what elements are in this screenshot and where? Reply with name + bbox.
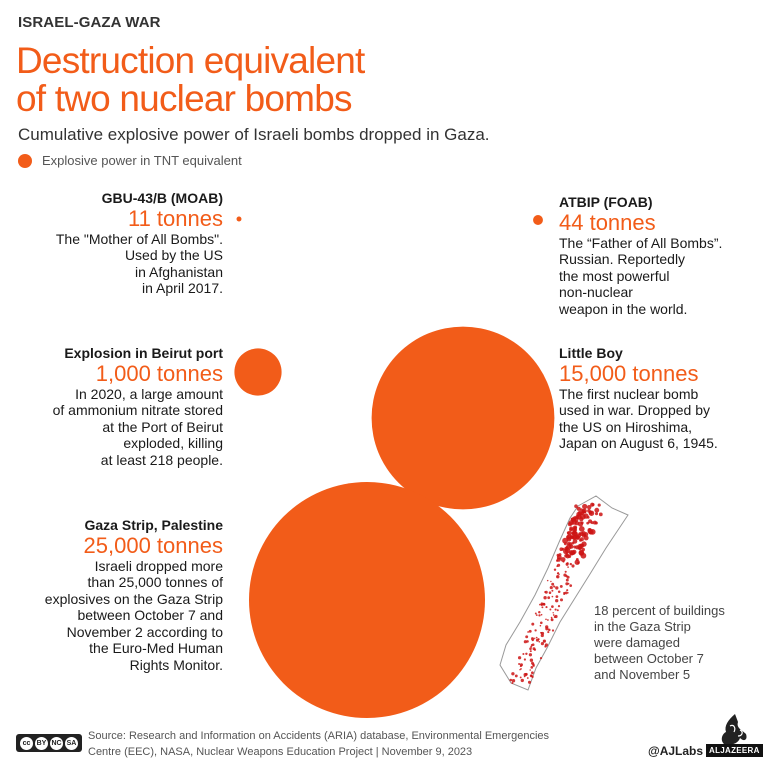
damage-dot: [551, 618, 552, 619]
label-foab-name: ATBIP (FOAB): [559, 194, 653, 210]
damage-dot: [551, 583, 554, 586]
label-foab-desc: The “Father of All Bombs”. Russian. Reportedly the most powerful non-nuclear weapon in the world.: [559, 234, 723, 317]
bubble-group: [234, 215, 554, 718]
damage-dot: [579, 539, 582, 542]
damage-dot: [563, 592, 565, 594]
damage-dot: [547, 619, 549, 621]
damage-dot: [532, 643, 535, 646]
damage-dot: [563, 549, 569, 555]
damage-dot: [588, 519, 592, 523]
label-beirut: [53, 345, 223, 468]
damage-dot: [536, 639, 539, 642]
damage-dot: [533, 665, 535, 667]
damage-dot: [595, 512, 598, 515]
title-line-1: Destruction equivalent: [16, 40, 365, 81]
damage-dot: [530, 646, 532, 648]
damage-dot: [555, 586, 558, 589]
damage-dot: [567, 566, 569, 568]
damage-dot: [550, 581, 551, 582]
damage-dot: [547, 580, 548, 581]
damage-dot: [566, 579, 569, 582]
damage-dot: [524, 658, 526, 660]
damage-dot: [530, 659, 533, 662]
damage-dot: [547, 596, 550, 599]
title-line-2: of two nuclear bombs: [16, 78, 352, 119]
damage-dot: [551, 617, 553, 619]
damage-dot: [543, 640, 544, 641]
aljazeera-wordmark: ALJAZEERA: [706, 744, 763, 757]
label-little-boy-value: 15,000 tonnes: [559, 360, 699, 386]
damage-dot: [569, 584, 572, 587]
label-foab-value: 44 tonnes: [559, 209, 656, 235]
damage-dot: [564, 542, 567, 545]
damage-dot: [532, 639, 534, 641]
damage-dot: [554, 568, 556, 570]
damage-dot: [531, 623, 534, 626]
damage-dot: [540, 657, 542, 659]
damage-dot: [544, 645, 546, 647]
damage-dot: [595, 521, 598, 524]
damage-dot: [568, 522, 572, 526]
damage-dot: [538, 614, 540, 616]
damage-dot: [581, 521, 584, 524]
damage-dot: [550, 586, 553, 589]
nc-icon: NC: [50, 737, 63, 750]
damage-dot: [560, 585, 563, 588]
damage-dot: [576, 514, 581, 519]
label-little-boy-desc: The first nuclear bomb used in war. Dropped by the US on Hiroshima, Japan on August 6, 1945.: [559, 385, 718, 451]
label-gaza: [45, 517, 223, 673]
damage-dot: [555, 609, 557, 611]
damage-dot: [545, 606, 547, 608]
damage-dot: [510, 679, 513, 682]
damage-dot: [551, 590, 553, 592]
damage-dot: [549, 609, 551, 611]
damage-dot: [536, 614, 538, 616]
damage-dot: [551, 605, 554, 608]
bubble-gaza: [249, 482, 485, 718]
damage-dot: [529, 647, 532, 650]
damage-dot: [556, 575, 559, 578]
damage-dot: [556, 595, 559, 598]
damage-dot: [565, 575, 567, 577]
damage-dot: [569, 550, 574, 555]
damage-dot: [554, 615, 557, 618]
damage-dot: [572, 530, 576, 534]
damage-dot: [552, 596, 554, 598]
damage-dot: [552, 612, 553, 613]
damage-dot: [541, 606, 543, 608]
damage-dot: [587, 516, 590, 519]
damage-dot: [544, 591, 546, 593]
damage-dot: [520, 663, 523, 666]
damage-dot: [579, 550, 585, 556]
label-moab-name: GBU-43/B (MOAB): [101, 190, 223, 206]
label-gaza-value: 25,000 tonnes: [83, 532, 223, 558]
map-note: 18 percent of buildings in the Gaza Strip were damaged between October 7 and November 5: [594, 603, 725, 682]
damage-dot: [536, 637, 538, 639]
damage-dot: [569, 527, 573, 531]
damage-dot: [563, 561, 565, 563]
damage-dot: [522, 653, 524, 655]
damage-dot: [566, 562, 569, 565]
damage-dot: [512, 679, 515, 682]
damage-dot: [557, 555, 562, 560]
damage-dot: [541, 642, 544, 645]
damage-dot: [570, 535, 573, 538]
damage-dot: [584, 532, 589, 537]
bubble-foab: [533, 215, 543, 225]
damage-dot: [590, 529, 596, 535]
damage-dot: [590, 503, 594, 507]
damage-dot: [599, 513, 603, 517]
damage-dot: [531, 637, 533, 639]
damage-dot: [540, 622, 543, 625]
damage-dot: [552, 629, 554, 631]
damage-dot: [575, 521, 580, 526]
damage-dot: [520, 676, 522, 678]
damage-dot: [577, 562, 579, 564]
damage-dot: [575, 545, 579, 549]
damage-dot: [534, 629, 536, 631]
damage-dot: [540, 632, 542, 634]
damage-dot: [558, 591, 561, 594]
damage-dot: [531, 671, 534, 674]
cc-icon: cc: [20, 737, 33, 750]
damage-dot: [543, 603, 546, 606]
damage-dot: [557, 572, 559, 574]
label-beirut-name: Explosion in Beirut port: [64, 345, 223, 361]
damage-dot: [548, 629, 551, 632]
damage-dot: [518, 656, 521, 659]
damage-dot: [566, 589, 568, 591]
bubble-beirut: [234, 348, 281, 395]
label-moab-desc: The "Mother of All Bombs". Used by the US in Afghanistan in April 2017.: [55, 230, 223, 296]
damage-dot: [535, 613, 537, 615]
bubble-moab: [237, 217, 242, 222]
damage-dot: [565, 571, 567, 573]
damage-dot: [598, 504, 601, 507]
damage-dot: [511, 672, 514, 675]
damage-dot: [560, 598, 563, 601]
damage-dot: [571, 564, 574, 567]
label-moab: [56, 190, 223, 297]
label-little-boy: [559, 345, 718, 452]
damage-dot: [525, 653, 527, 655]
damage-dot: [539, 641, 541, 643]
damage-dot: [555, 599, 558, 602]
damage-dot: [528, 681, 531, 684]
damage-dot: [531, 662, 534, 665]
damage-dot: [519, 669, 520, 670]
ajlabs-handle: @AJLabs: [648, 744, 704, 758]
damage-dot: [525, 674, 527, 676]
damage-dot: [529, 669, 531, 671]
label-beirut-desc: In 2020, a large amount of ammonium nitrate stored at the Port of Beirut exploded, killing at least 218 people.: [52, 385, 223, 468]
damage-dot: [511, 682, 513, 684]
damage-dot: [527, 631, 529, 633]
damage-dot: [570, 563, 572, 565]
label-gaza-desc: Israeli dropped more than 25,000 tonnes of explosives on the Gaza Strip between October 7 and November 2 according to the Euro-Med Human Rights Monitor.: [44, 557, 223, 673]
subtitle: Cumulative explosive power of Israeli bombs dropped in Gaza.: [18, 125, 490, 144]
label-beirut-value: 1,000 tonnes: [95, 360, 223, 386]
damage-dot: [556, 559, 558, 561]
damage-dot: [541, 614, 543, 616]
damage-dot: [573, 516, 576, 519]
damage-dot: [547, 631, 549, 633]
damage-dot: [525, 635, 528, 638]
damage-dot: [582, 504, 587, 509]
damage-dot: [530, 650, 532, 652]
damage-dot: [515, 674, 518, 677]
damage-dot: [521, 679, 524, 682]
damage-dot: [556, 565, 558, 567]
damage-dot: [518, 663, 520, 665]
damage-dot: [568, 555, 572, 559]
damage-dot: [545, 618, 547, 620]
damage-dot: [553, 614, 555, 616]
damage-dot: [538, 611, 540, 613]
damage-dot: [540, 625, 542, 627]
damage-dot: [579, 526, 585, 532]
damage-dot: [534, 649, 536, 651]
cc-license-badge: [16, 734, 82, 752]
kicker: ISRAEL-GAZA WAR: [18, 14, 161, 31]
damage-dot: [524, 676, 526, 678]
damage-dot: [531, 675, 533, 677]
bubble-little-boy: [372, 327, 555, 510]
damage-dot: [534, 638, 535, 639]
damage-dot: [543, 596, 546, 599]
damage-dot: [594, 508, 599, 513]
cc-license-icon: [16, 734, 82, 752]
label-gaza-name: Gaza Strip, Palestine: [84, 517, 223, 533]
damage-dot: [539, 604, 541, 606]
damage-dot: [572, 535, 577, 540]
damage-dot: [529, 630, 532, 633]
damage-dot: [527, 677, 529, 679]
by-icon: BY: [35, 737, 48, 750]
damage-dot: [557, 609, 559, 611]
damage-dot: [558, 605, 560, 607]
damage-dot: [524, 640, 527, 643]
damage-dot: [530, 666, 533, 669]
damage-dot: [567, 542, 571, 546]
label-moab-value: 11 tonnes: [127, 205, 223, 231]
damage-dot: [583, 511, 586, 514]
label-foab: [559, 194, 722, 317]
label-little-boy-name: Little Boy: [559, 345, 623, 361]
damage-dot: [589, 510, 595, 516]
damage-dot: [529, 653, 532, 656]
damage-dot: [549, 591, 552, 594]
source-note: Source: Research and Information on Accidents (ARIA) database, Environmental Emergencies Centre (EEC), NASA, Nuclear Weapons Education Project | November 9, 2023: [88, 730, 550, 758]
legend-label: Explosive power in TNT equivalent: [42, 153, 242, 168]
sa-icon: SA: [65, 737, 78, 750]
damage-dot: [579, 545, 583, 549]
damage-dot: [565, 582, 568, 585]
damage-dot: [553, 586, 555, 588]
damage-dot: [567, 531, 570, 534]
damage-dot: [541, 634, 544, 637]
